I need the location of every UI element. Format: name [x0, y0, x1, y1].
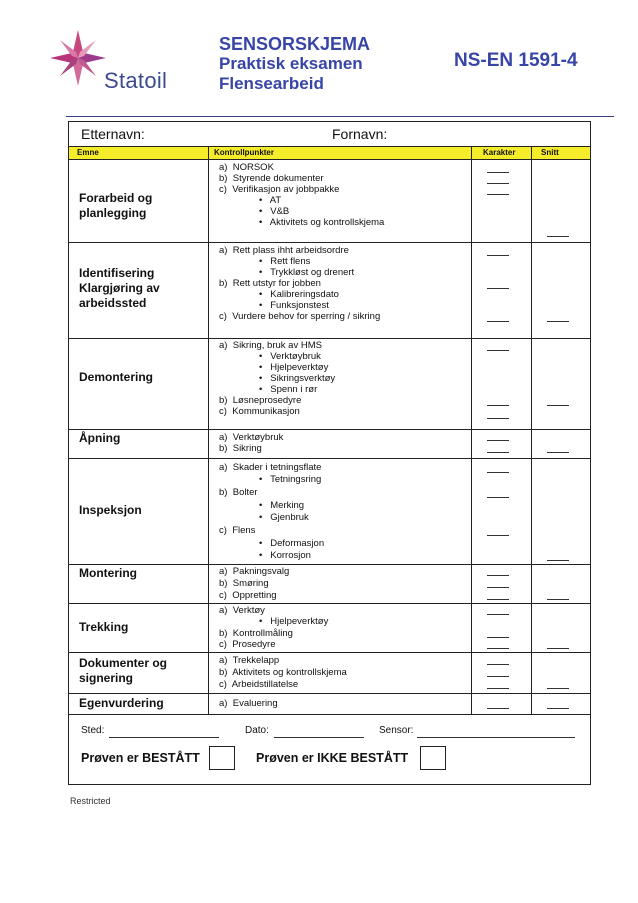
evaluation-form — [68, 121, 591, 785]
passed-checkbox[interactable] — [209, 746, 235, 770]
average-field[interactable] — [547, 688, 569, 689]
section-title: Montering — [79, 566, 137, 580]
grade-field[interactable] — [487, 321, 509, 322]
surname-label: Etternavn: — [81, 126, 145, 142]
title-line-2: Praktisk eksamen — [219, 54, 363, 73]
checkpoint-item: b) Styrende dokumenter — [219, 173, 324, 184]
grade-field[interactable] — [487, 183, 509, 184]
checkpoint-item: a) Verktøybruk — [219, 432, 284, 443]
checkpoint-item: b) Bolter — [219, 487, 258, 498]
classification-label: Restricted — [70, 796, 111, 806]
grade-field[interactable] — [487, 708, 509, 709]
name-row — [69, 122, 590, 147]
checkpoint-subitem: • Tetningsring — [259, 474, 322, 485]
checkpoint-item: c) Flens — [219, 525, 256, 536]
checkpoint-item: b) Løsneprosedyre — [219, 395, 302, 406]
grade-field[interactable] — [487, 472, 509, 473]
sensor-label: Sensor: — [379, 725, 414, 736]
document-title — [219, 34, 370, 94]
checkpoint-item: b) Kontrollmåling — [219, 628, 293, 639]
failed-label: Prøven er IKKE BESTÅTT — [256, 751, 409, 765]
checkpoint-item: a) NORSOK — [219, 162, 274, 173]
checkpoint-item: a) Pakningsvalg — [219, 566, 290, 577]
checkpoint-item: b) Aktivitets og kontrollskjema — [219, 667, 347, 678]
checkpoint-item: b) Sikring — [219, 443, 262, 454]
checkpoint-subitem: • Gjenbruk — [259, 512, 309, 523]
section-trekking — [69, 604, 590, 653]
section-apning — [69, 430, 590, 459]
failed-checkbox[interactable] — [420, 746, 446, 770]
checkpoint-subitem: • Deformasjon — [259, 538, 325, 549]
checkpoint-item: a) Verktøy — [219, 605, 265, 616]
section-identifisering — [69, 243, 590, 339]
col-karakter: Karakter — [483, 148, 516, 157]
checkpoint-subitem: • Hjelpeverktøy — [259, 616, 329, 627]
grade-field[interactable] — [487, 452, 509, 453]
checkpoint-subitem: • Rett flens — [259, 256, 311, 267]
grade-field[interactable] — [487, 497, 509, 498]
title-line-3: Flensearbeid — [219, 74, 324, 93]
checkpoint-item: c) Oppretting — [219, 590, 277, 601]
firstname-label: Fornavn: — [332, 126, 388, 142]
passed-label: Prøven er BESTÅTT — [81, 751, 200, 765]
grade-field[interactable] — [487, 688, 509, 689]
col-emne: Emne — [77, 148, 99, 157]
section-dokumenter — [69, 653, 590, 694]
checkpoint-item: c) Verifikasjon av jobbpakke — [219, 184, 340, 195]
checkpoint-subitem: • Merking — [259, 500, 305, 511]
header-divider — [66, 116, 614, 117]
grade-field[interactable] — [487, 440, 509, 441]
checkpoint-item: c) Vurdere behov for sperring / sikring — [219, 311, 381, 322]
grade-field[interactable] — [487, 614, 509, 615]
checkpoint-item: a) Evaluering — [219, 698, 278, 709]
grade-field[interactable] — [487, 172, 509, 173]
checkpoint-subitem: • V&B — [259, 206, 290, 217]
checkpoint-subitem: • Korrosjon — [259, 550, 311, 561]
grade-field[interactable] — [487, 637, 509, 638]
section-egenvurdering — [69, 694, 590, 715]
sensor-field[interactable] — [417, 737, 575, 738]
section-title: Åpning — [79, 431, 121, 445]
checkpoint-subitem: • Funksjonstest — [259, 300, 329, 311]
checkpoint-subitem: • Hjelpeverktøy — [259, 362, 329, 373]
section-demontering — [69, 339, 590, 430]
col-kontrollpunkter: Kontrollpunkter — [214, 148, 274, 157]
section-title: Inspeksjon — [79, 503, 142, 517]
checkpoint-subitem: • Verktøybruk — [259, 351, 321, 362]
checkpoint-subitem: • Kalibreringsdato — [259, 289, 339, 300]
grade-field[interactable] — [487, 648, 509, 649]
section-title: Identifisering Klargjøring av arbeidssted — [79, 266, 160, 310]
checkpoint-item: a) Sikring, bruk av HMS — [219, 340, 322, 351]
average-field[interactable] — [547, 452, 569, 453]
checkpoint-item: c) Kommunikasjon — [219, 406, 300, 417]
average-field[interactable] — [547, 236, 569, 237]
checkpoint-subitem: • Trykkløst og drenert — [259, 267, 355, 278]
col-snitt: Snitt — [541, 148, 559, 157]
section-title: Egenvurdering — [79, 696, 164, 710]
section-inspeksjon — [69, 459, 590, 565]
checkpoint-subitem: • Spenn i rør — [259, 384, 318, 395]
checkpoint-subitem: • AT — [259, 195, 282, 206]
standard-code: NS-EN 1591-4 — [454, 50, 578, 71]
date-field[interactable] — [274, 737, 364, 738]
title-line-1: SENSORSKJEMA — [219, 34, 371, 54]
grade-field[interactable] — [487, 405, 509, 406]
grade-field[interactable] — [487, 418, 509, 419]
grade-field[interactable] — [487, 575, 509, 576]
average-field[interactable] — [547, 648, 569, 649]
checkpoint-item: c) Arbeidstillatelse — [219, 679, 299, 690]
average-field[interactable] — [547, 599, 569, 600]
average-field[interactable] — [547, 405, 569, 406]
grade-field[interactable] — [487, 535, 509, 536]
grade-field[interactable] — [487, 587, 509, 588]
average-field[interactable] — [547, 708, 569, 709]
column-header-row — [69, 147, 590, 160]
statoil-star-icon — [48, 28, 112, 92]
average-field[interactable] — [547, 560, 569, 561]
section-title: Demontering — [79, 370, 154, 384]
section-title: Dokumenter og signering — [79, 656, 168, 685]
grade-field[interactable] — [487, 255, 509, 256]
place-label: Sted: — [81, 725, 105, 736]
checkpoint-item: b) Smøring — [219, 578, 269, 589]
average-field[interactable] — [547, 321, 569, 322]
section-title: Forarbeid og planlegging — [79, 191, 153, 220]
checkpoint-subitem: • Sikringsverktøy — [259, 373, 336, 384]
grade-field[interactable] — [487, 599, 509, 600]
grade-field[interactable] — [487, 664, 509, 665]
section-forarbeid — [69, 160, 590, 243]
date-label: Dato: — [245, 725, 269, 736]
grade-field[interactable] — [487, 676, 509, 677]
grade-field[interactable] — [487, 288, 509, 289]
grade-field[interactable] — [487, 194, 509, 195]
logo-wordmark: Statoil — [104, 68, 168, 93]
checkpoint-item: a) Rett plass ihht arbeidsordre — [219, 245, 349, 256]
checkpoint-item: a) Skader i tetningsflate — [219, 462, 322, 473]
checkpoint-item: b) Rett utstyr for jobben — [219, 278, 321, 289]
checkpoint-item: a) Trekkelapp — [219, 655, 280, 666]
statoil-logo — [48, 28, 198, 98]
grade-field[interactable] — [487, 350, 509, 351]
checkpoint-item: c) Prosedyre — [219, 639, 276, 650]
section-montering — [69, 565, 590, 604]
place-field[interactable] — [109, 737, 219, 738]
checkpoint-subitem: • Aktivitets og kontrollskjema — [259, 217, 385, 228]
section-title: Trekking — [79, 620, 129, 634]
